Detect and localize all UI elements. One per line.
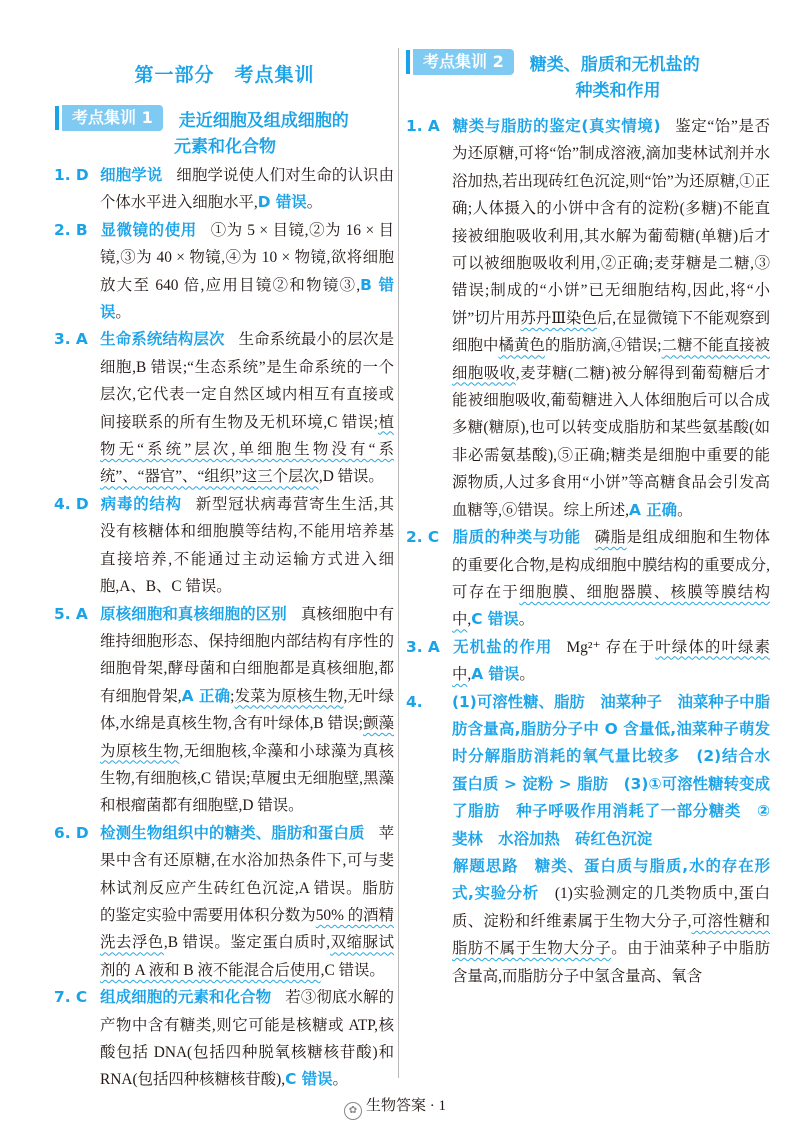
section-tag: 考点集训 2 <box>413 49 514 75</box>
body-text: ①为 5 × 目镜,②为 16 × 目镜,③为 40 × 物镜,④为 10 × 物镜,欲将细胞放大至 640 倍,应用目镜②和物镜③, <box>100 221 394 294</box>
answer-keyword: 无机盐的作用 <box>452 637 553 656</box>
answer-item <box>54 491 394 601</box>
underlined-text: 二糖不能直接被细胞吸收 <box>452 337 770 382</box>
body-text: 。 <box>677 501 693 519</box>
answer-number: 6. D <box>54 823 89 842</box>
body-text: 苹果中含有还原糖,在水浴加热条件下,可与斐林试剂反应产生砖红色沉淀,A 错误。脂肪的鉴定实验中需要用体积分数为 <box>100 824 394 924</box>
answer-number: 1. A <box>406 117 440 135</box>
body-text: 细胞学说使人们对生命的认识由个体水平进入细胞水平, <box>100 167 394 212</box>
answer-item <box>54 601 394 820</box>
answer-number: 5. A <box>54 604 88 623</box>
underlined-text: 植物无“系统”层次,单细胞生物没有“系统”、“器官”、“组织”这三个层次 <box>100 413 394 486</box>
section-header-1 <box>55 104 395 162</box>
underlined-text: 双缩脲试剂的 A 液和 B 液不能混合后使用 <box>100 934 394 979</box>
publisher-logo-icon: ✿ <box>344 1102 362 1120</box>
section-bar <box>55 106 59 130</box>
section-title-line2: 元素和化合物 <box>174 137 276 157</box>
highlight-text: (1)可溶性糖、脂肪 油菜种子 油菜种子中脂肪含量高,脂肪分子中 O 含量低,油菜种子萌发时分解脂肪消耗的氧气量比较多 (2)结合水 蛋白质 > 淀粉 > 脂肪 (3)①可溶性糖转变成了脂肪 种子呼吸作用消耗了一部分糖类 ②斐林 水浴加热 砖红色沉淀 <box>452 692 786 848</box>
answer-keyword: 显微镜的使用 <box>100 220 197 239</box>
answer-keyword: 病毒的结构 <box>100 494 182 513</box>
answer-number: 2. B <box>54 220 88 239</box>
body-text: , <box>467 666 472 684</box>
answer-number: 4. D <box>54 494 89 513</box>
body-text: 。 <box>115 304 131 322</box>
answer-item <box>54 820 394 984</box>
answer-item <box>406 113 770 524</box>
answer-number: 7. C <box>54 988 88 1007</box>
underlined-text: 50% 的酒精洗去浮色 <box>100 906 394 952</box>
answer-number: 1. D <box>54 166 89 184</box>
body-text: 。 <box>332 1071 348 1089</box>
column-divider <box>398 48 399 1078</box>
body-text: 新型冠状病毒营寄生生活,其没有核糖体和细胞膜等结构,不能用培养基直接培养,不能通过主动运输方式进入细胞,A、B、C 错误。 <box>100 495 394 596</box>
highlight-text: C 错误 <box>471 610 519 629</box>
underlined-text: 可溶性糖和脂肪不属于生物大分子 <box>452 912 770 958</box>
body-text: 鉴定“饴”是否为还原糖,可将“饴”制成溶液,滴加斐林试剂并水浴加热,若出现砖红色沉淀,则“饴”为还原糖,①正确;人体摄入的小饼中含有的淀粉(多糖)不能直接被细胞吸收利用,其水解为葡萄糖(单糖)后才可以被细胞吸收利用,②正确;麦芽糖是二糖,③错误;制成的“小饼”已无细胞结构,因此,将“小饼”切片用 <box>452 118 770 327</box>
body-text: (1)实验测定的几类物质中,蛋白质、淀粉和纤维素属于生物大分子, <box>452 885 770 930</box>
highlight-text: A 正确 <box>629 500 678 519</box>
highlight-text: C 错误 <box>285 1070 333 1089</box>
part-label: 第一部分 <box>134 64 215 86</box>
underlined-text: 磷脂 <box>594 529 627 547</box>
body-text: 。 <box>519 666 535 684</box>
body-text: ; <box>230 687 235 705</box>
answer-keyword: 原核细胞和真核细胞的区别 <box>100 604 287 623</box>
section-title-line2: 种类和作用 <box>575 81 661 101</box>
left-column <box>54 162 394 1094</box>
section-bar <box>406 50 410 74</box>
answer-item <box>406 524 770 634</box>
highlight-text: D 错误 <box>257 193 307 212</box>
answer-keyword: 检测生物组织中的糖类、脂肪和蛋白质 <box>100 823 365 842</box>
answer-item <box>406 634 770 689</box>
answer-item <box>54 984 394 1094</box>
right-column <box>406 113 786 990</box>
body-text: ,无细胞核,伞藻和小球藻为真核生物,有细胞核,C 错误;草履虫无细胞壁,黑藻和根瘤菌都有细胞壁,D 错误。 <box>100 742 394 815</box>
underlined-text: 橘黄色 <box>498 337 545 355</box>
body-text: 。 <box>306 194 323 212</box>
underlined-text: 叶绿体的叶绿素中 <box>452 638 770 684</box>
body-text: 若③彻底水解的产物中含有糖类,则它可能是核糖或 ATP,核酸包括 DNA(包括四种脱氧核糖核苷酸)和 RNA(包括四种核糖核苷酸), <box>100 989 394 1089</box>
answer-number: 2. C <box>406 528 440 547</box>
answer-keyword: 组成细胞的元素和化合物 <box>100 988 272 1007</box>
body-text: 生命系统最小的层次是细胞,B 错误;“生态系统”是生命系统的一个层次,它代表一定自然区域内相互有直接或间接联系的所有生物及无机环境,C 错误; <box>100 331 394 431</box>
answer-number: 3. A <box>54 330 88 349</box>
answer-keyword: 糖类与脂肪的鉴定(真实情境) <box>452 117 661 135</box>
page-title <box>52 60 397 87</box>
highlight-text: A 正确 <box>181 686 231 705</box>
body-text: Mg²⁺ 存在于 <box>566 638 656 656</box>
footer-label: 生物答案 · 1 <box>366 1098 446 1114</box>
answer-keyword: 生命系统结构层次 <box>100 330 225 349</box>
answer-item <box>54 217 394 327</box>
body-text: ,B 错误。鉴定蛋白质时, <box>163 934 331 952</box>
body-text: 后,在显微镜下不能观察到细胞中 <box>452 309 770 355</box>
highlight-text: A 错误 <box>471 665 520 684</box>
answer-keyword: 脂质的种类与功能 <box>452 528 581 547</box>
body-text: 。由于油菜种子中脂肪含量高,而脂肪分子中氢含量高、氧含 <box>452 940 770 985</box>
section-title: 走近细胞及组成细胞的 <box>178 110 349 131</box>
section-header-2 <box>406 48 770 106</box>
answer-item <box>406 689 786 853</box>
answer-number: 4. <box>406 692 423 711</box>
body-text: 真核细胞中有维持细胞形态、保持细胞内部结构有序性的细胞骨架,酵母菌和白细胞都是真核细胞,都有细胞骨架, <box>100 605 394 705</box>
body-text: ,D 错误。 <box>318 468 384 486</box>
section-tag: 考点集训 1 <box>62 105 163 131</box>
section-title: 糖类、脂质和无机盐的 <box>529 54 700 75</box>
answer-item <box>54 326 394 490</box>
highlight-text: 解题思路 糖类、蛋白质与脂质,水的存在形式,实验分析 <box>452 856 770 903</box>
body-text: ,C 错误。 <box>320 961 385 979</box>
body-text: ,麦芽糖(二糖)被分解得到葡萄糖后才能被细胞吸收,葡萄糖进入人体细胞后可以合成多糖(糖原),也可以转变成脂肪和某些氨基酸(如非必需氨基酸),⑤正确;糖类是细胞中重要的能源物质,人过多食用“小饼”等高糖食品会引发高血糖等,⑥错误。综上所述, <box>452 364 770 519</box>
body-text: 是组成细胞和生物体的重要化合物,是构成细胞中膜结构的重要成分,可存在于 <box>452 529 770 601</box>
body-text: 。 <box>518 611 535 629</box>
part-name: 考点集训 <box>234 64 315 86</box>
answer-item <box>54 162 394 217</box>
answer-item <box>406 853 770 990</box>
underlined-text: 细胞膜、细胞器膜、核膜等膜结构中 <box>452 583 770 629</box>
answer-number: 3. A <box>406 637 440 656</box>
highlight-text: B 错误 <box>100 275 395 322</box>
body-text: ,无叶绿体,水绵是真核生物,含有叶绿体,B 错误; <box>100 687 394 733</box>
answer-keyword: 细胞学说 <box>100 166 163 184</box>
body-text: , <box>467 611 472 629</box>
underlined-text: 颤藻为原核生物 <box>100 715 394 760</box>
body-text: 的脂肪滴,④错误; <box>544 337 662 355</box>
underlined-text: 苏丹Ⅲ染色 <box>520 309 597 327</box>
underlined-text: 发菜为原核生物 <box>234 687 344 705</box>
page-footer <box>0 1094 790 1120</box>
